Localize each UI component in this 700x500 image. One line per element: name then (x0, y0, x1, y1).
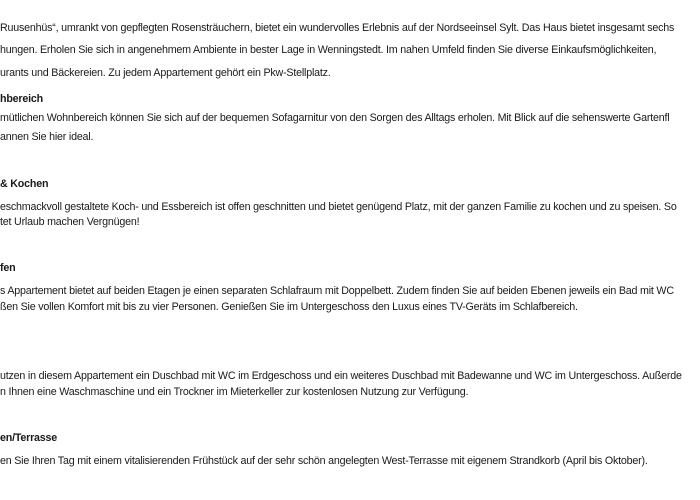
text-line: mütlichen Wohnbereich können Sie sich auf der bequemen Sofagarnitur von den Sorgen des Alltags erholen. Mit Blick auf die sehenswerte Gartenfl (0, 112, 670, 124)
section-heading: en/Terrasse (0, 432, 58, 444)
section-heading: fen (0, 262, 16, 274)
text-line: n Ihnen eine Waschmaschine und ein Trockner im Mieterkeller zur kostenlosen Nutzung zur Verfügung. (0, 386, 469, 398)
text-line: tet Urlaub machen Vergnügen! (0, 216, 140, 228)
text-line: annen Sie hier ideal. (0, 131, 94, 143)
text-line: ßen Sie vollen Komfort mit bis zu vier Personen. Genießen Sie im Untergeschoss den Luxus eines TV-Geräts im Schlafbereich. (0, 301, 578, 313)
text-line: urants und Bäckereien. Zu jedem Appartement gehört ein Pkw-Stellplatz. (0, 67, 331, 79)
text-line: eschmackvoll gestaltete Koch- und Essbereich ist offen geschnitten und bietet genügend Platz, mit der ganzen Familie zu kochen und zu speisen. So (0, 201, 677, 213)
section-heading: hbereich (0, 93, 43, 105)
section-heading: & Kochen (0, 178, 49, 190)
text-line: en Sie Ihren Tag mit einem vitalisierenden Frühstück auf der sehr schön angelegten West-Terrasse mit eigenem Strandkorb (April bis Oktober). (0, 455, 648, 467)
text-line: s Appartement bietet auf beiden Etagen je einen separaten Schlafraum mit Doppelbett. Zudem finden Sie auf beiden Ebenen jeweils ein Bad mit WC (0, 285, 674, 297)
text-line: utzen in diesem Appartement ein Duschbad mit WC im Erdgeschoss und ein weiteres Duschbad mit Badewanne und WC im Untergeschoss. Außerde (0, 370, 682, 382)
text-line: Ruusenhüs“, umrankt von gepflegten Rosensträuchern, bietet ein wundervolles Erlebnis auf der Nordseeinsel Sylt. Das Haus bietet insgesamt sechs (0, 22, 675, 34)
text-line: hungen. Erholen Sie sich in angenehmem Ambiente in bester Lage in Wenningstedt. Im nahen Umfeld finden Sie diverse Einkaufsmöglichkeiten, (0, 44, 657, 56)
